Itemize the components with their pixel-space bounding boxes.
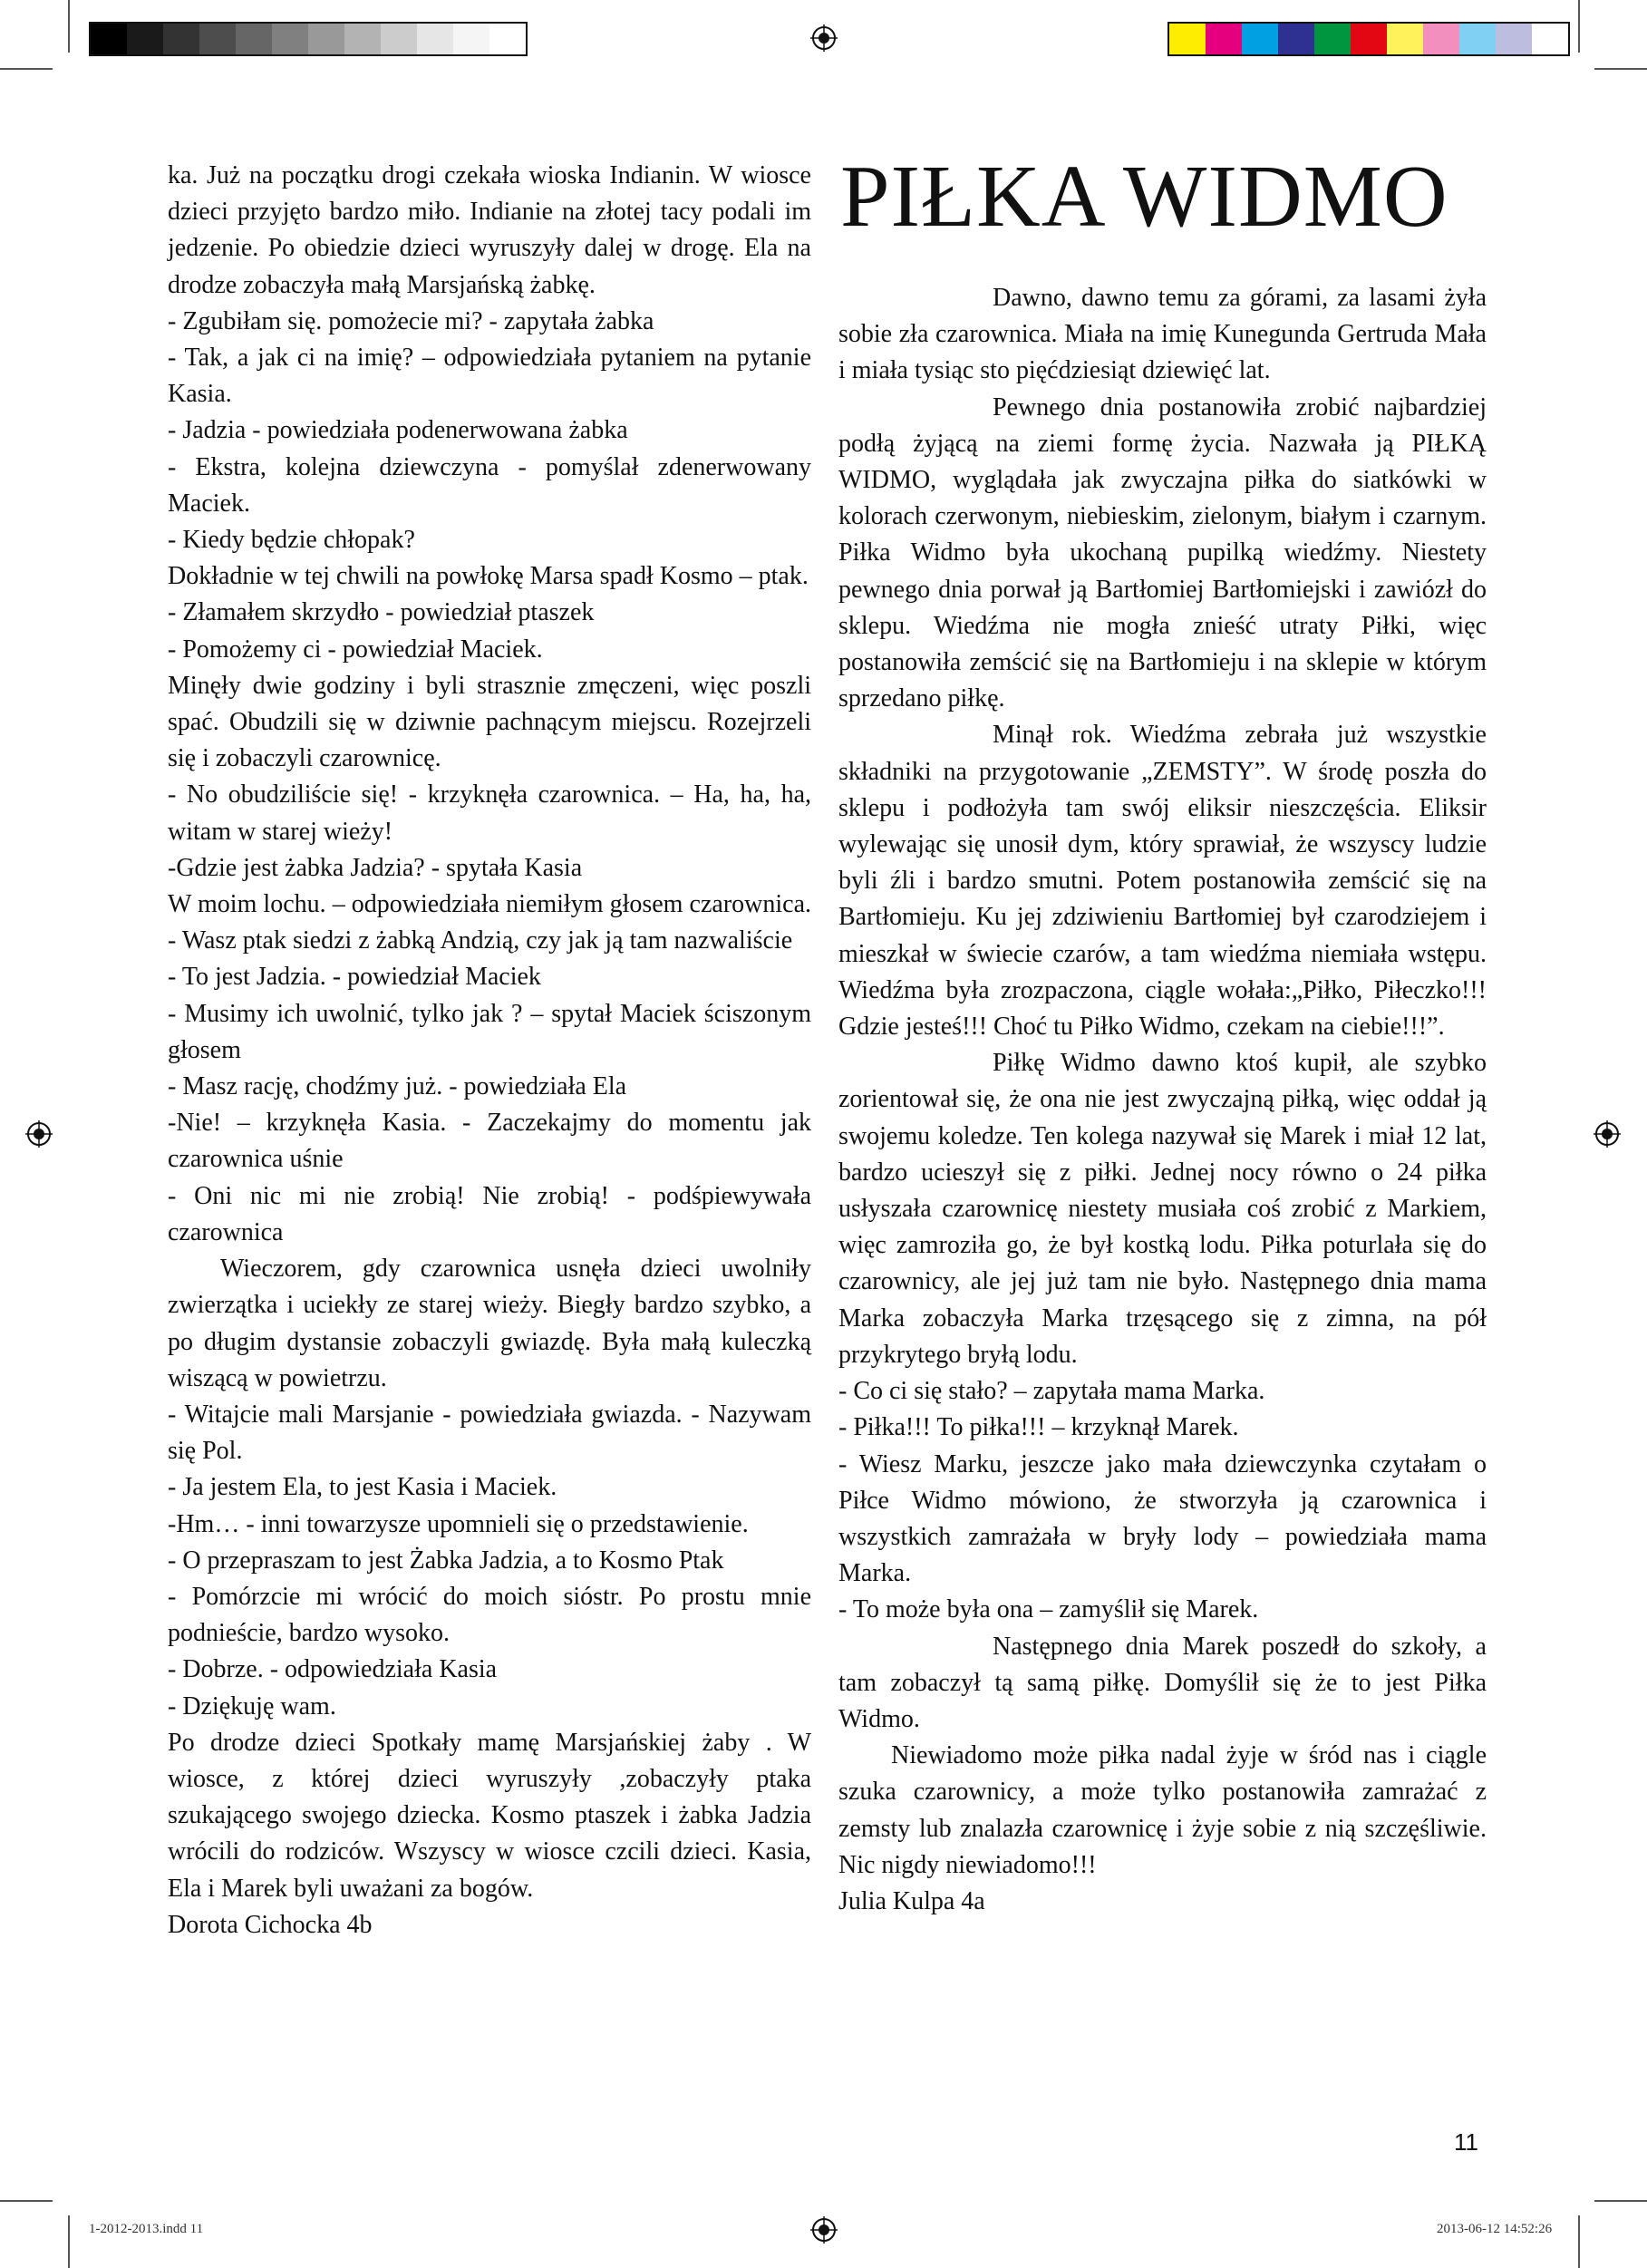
paragraph: -Gdzie jest żabka Jadzia? - spytała Kasia bbox=[168, 853, 583, 882]
color-swatch bbox=[489, 24, 526, 54]
color-swatch bbox=[344, 24, 381, 54]
registration-mark-icon bbox=[810, 2216, 838, 2244]
paragraph: -Hm… - inni towarzysze upomnieli się o przedstawienie. bbox=[168, 1509, 749, 1538]
crop-mark bbox=[1578, 2215, 1580, 2268]
color-swatch bbox=[272, 24, 308, 54]
color-swatch bbox=[1423, 24, 1459, 54]
color-swatch bbox=[1351, 24, 1387, 54]
paragraph: - Piłka!!! To piłka!!! – krzyknął Marek. bbox=[838, 1413, 1239, 1442]
paragraph: - To może była ona – zamyślił się Marek. bbox=[838, 1595, 1259, 1624]
slug-timestamp: 2013-06-12 14:52:26 bbox=[1437, 2222, 1553, 2236]
paragraph: - Musimy ich uwolnić, tylko jak ? – spytał Maciek ściszonym głosem bbox=[168, 999, 811, 1064]
paragraph: - Masz rację, chodźmy już. - powiedziała Ela bbox=[168, 1072, 627, 1101]
color-swatch bbox=[163, 24, 199, 54]
paragraph: W moim lochu. – odpowiedziała niemiłym głosem czarownica. - Wasz ptak siedzi z żabką Andzią, czy jak ją tam nazwaliście bbox=[168, 890, 811, 955]
paragraph: - Tak, a jak ci na imię? – odpowiedziała pytaniem na pytanie Kasia. bbox=[168, 344, 811, 409]
paragraph: - Zgubiłam się. pomożecie mi? - zapytała żabka bbox=[168, 306, 654, 335]
paragraph: - Wiesz Marku, jeszcze jako mała dziewczynka czytałam o Piłce Widmo mówiono, że stworzyła ją czarownica i wszystkich zamrażała w bryły lody – powiedziała mama Marka. bbox=[838, 1449, 1487, 1588]
color-swatch bbox=[1169, 24, 1206, 54]
color-swatch bbox=[453, 24, 489, 54]
registration-mark-icon bbox=[25, 1120, 53, 1148]
author-signature: Julia Kulpa 4a bbox=[838, 1886, 985, 1915]
right-story-column bbox=[838, 280, 1487, 1920]
paragraph: - Jadzia - powiedziała podenerwowana żabka bbox=[168, 416, 628, 445]
color-swatch bbox=[1278, 24, 1314, 54]
paragraph: - O przepraszam to jest Żabka Jadzia, a to Kosmo Ptak bbox=[168, 1546, 724, 1575]
crop-mark bbox=[1594, 2200, 1647, 2202]
paragraph: Wieczorem, gdy czarownica usnęła dzieci uwolniły zwierzątka i uciekły ze starej wieży. Biegły bardzo szybko, a po długim dystansie zobaczyli gwiazdę. Była małą kuleczką wiszącą w powietrzu. bbox=[168, 1255, 811, 1392]
crop-mark bbox=[1578, 0, 1580, 53]
registration-mark-icon bbox=[1594, 1120, 1621, 1148]
color-calibration-bar bbox=[1167, 22, 1570, 56]
color-swatch bbox=[308, 24, 344, 54]
paragraph: Piłkę Widmo dawno ktoś kupił, ale szybko zorientował się, że ona nie jest zwyczajną piłką, więc oddał ją swojemu koledze. Ten kolega nazywał się Marek i miał 12 lat, bardzo ucieszył się z piłki. Jednej nocy równo o 24 piłka usłyszała czarownicę niestety musiała coś zrobić z Markiem, więc zamroziła go, że był kostką lodu. Piłka poturlała się do czarownicy, ale jej już tam nie było. Następnego dnia mama Marka zobaczyła Marka trzęsącego się z zimna, na pół przykrytego bryłą lodu. bbox=[838, 1049, 1487, 1369]
paragraph: Niewiadomo może piłka nadal żyje w śród nas i ciągle szuka czarownicy, a może tylko postanowiła zamrażać z zemsty lub znalazła czarownicę i żyje sobie z nią szczęśliwie. Nic nigdy niewiadomo!!! bbox=[838, 1741, 1487, 1879]
paragraph: - Pomożemy ci - powiedział Maciek. bbox=[168, 635, 543, 664]
crop-mark bbox=[68, 0, 70, 53]
paragraph: Pewnego dnia postanowiła zrobić najbardziej podłą żyjącą na ziemi formę życia. Nazwała ją PIŁKĄ WIDMO, wyglądała jak zwyczajna piłka do siatkówki w kolorach czerwonym, niebieskim, zielonym, białym i czarnym. Piłka Widmo była ukochaną pupilką wiedźmy. Niestety pewnego dnia porwał ją Bartłomiej Bartłomiejski i zawiózł do sklepu. Wiedźma nie mogła znieść utraty Piłki, więc postanowiła zemścić się na Bartłomieju i na sklepie w którym sprzedano piłkę. bbox=[838, 393, 1487, 713]
paragraph: Następnego dnia Marek poszedł do szkoły, a tam zobaczył tą samą piłkę. Domyślił się że to jest Piłka Widmo. bbox=[838, 1632, 1487, 1733]
left-story-column bbox=[168, 158, 811, 1943]
paragraph: Po drodze dzieci Spotkały mamę Marsjańskiej żaby . W wiosce, z której dzieci wyruszyły ,zobaczyły ptaka szukającego swojego dziecka. Kosmo ptaszek i żabka Jadzia wrócili do rodziców. Wszyscy w wiosce czcili dzieci. Kasia, Ela i Marek byli uważani za bogów. bbox=[168, 1728, 811, 1903]
crop-mark bbox=[0, 68, 53, 70]
color-swatch bbox=[1496, 24, 1532, 54]
paragraph: - To jest Jadzia. - powiedział Maciek bbox=[168, 963, 541, 992]
paragraph: Dokładnie w tej chwili na powłokę Marsa spadł Kosmo – ptak. bbox=[168, 562, 809, 591]
author-signature: Dorota Cichocka 4b bbox=[168, 1910, 373, 1939]
paragraph: Minął rok. Wiedźma zebrała już wszystkie składniki na przygotowanie „ZEMSTY”. W środę poszła do sklepu i podłożyła tam swój eliksir nieszczęścia. Eliksir wylewając się unosił dym, który sprawiał, że wszyscy ludzie byli źli i bardzo smutni. Potem postanowiła zemścić się na Bartłomieju. Ku jej zdziwieniu Bartłomiej był czarodziejem i mieszkał w świecie czarów, a tam wiedźma niemiała wstępu. Wiedźma była zrozpaczona, ciągle wołała:„Piłko, Piłeczko!!! Gdzie jesteś!!! Choć tu Piłko Widmo, czekam na ciebie!!!”. bbox=[838, 721, 1487, 1042]
color-swatch bbox=[199, 24, 236, 54]
slug-filename: 1-2012-2013.indd 11 bbox=[89, 2222, 204, 2236]
paragraph: ka. Już na początku drogi czekała wioska Indianin. W wiosce dzieci przyjęto bardzo miło. Indianie na złotej tacy podali im jedzenie. Po obiedzie dzieci wyruszyły dalej w drogę. Ela na drodze zobaczyła małą Marsjańską żabkę. bbox=[168, 161, 811, 299]
paragraph: - Ekstra, kolejna dziewczyna - pomyślał zdenerwowany Maciek. bbox=[168, 452, 811, 518]
color-swatch bbox=[1459, 24, 1496, 54]
color-swatch bbox=[1206, 24, 1242, 54]
color-swatch bbox=[127, 24, 163, 54]
paragraph: - Witajcie mali Marsjanie - powiedziała gwiazda. - Nazywam się Pol. bbox=[168, 1400, 811, 1466]
paragraph: - Ja jestem Ela, to jest Kasia i Maciek. bbox=[168, 1473, 557, 1502]
color-swatch bbox=[381, 24, 417, 54]
color-swatch bbox=[417, 24, 453, 54]
paragraph: - Oni nic mi nie zrobią! Nie zrobią! - podśpiewywała czarownica bbox=[168, 1181, 811, 1246]
paragraph: - No obudziliście się! - krzyknęła czarownica. – Ha, ha, ha, witam w starej wieży! bbox=[168, 780, 811, 846]
color-swatch bbox=[236, 24, 272, 54]
color-swatch bbox=[1532, 24, 1568, 54]
story-title: PIŁKA WIDMO bbox=[840, 148, 1448, 246]
color-swatch bbox=[91, 24, 127, 54]
paragraph: Minęły dwie godziny i byli strasznie zmęczeni, więc poszli spać. Obudzili się w dziwnie pachnącym miejscu. Rozejrzeli się i zobaczyli czarownicę. bbox=[168, 671, 811, 773]
crop-mark bbox=[68, 2215, 70, 2268]
page-number: 11 bbox=[1454, 2128, 1478, 2156]
paragraph: Dawno, dawno temu za górami, za lasami żyła sobie zła czarownica. Miała na imię Kunegunda Gertruda Mała i miała tysiąc sto pięćdziesiąt dziewięć lat. bbox=[838, 284, 1487, 385]
paragraph: - Kiedy będzie chłopak? bbox=[168, 526, 415, 555]
paragraph: - Pomórzcie mi wrócić do moich sióstr. Po prostu mnie podnieście, bardzo wysoko. bbox=[168, 1582, 811, 1648]
paragraph: - Co ci się stało? – zapytała mama Marka. bbox=[838, 1377, 1265, 1406]
paragraph: - Dobrze. - odpowiedziała Kasia bbox=[168, 1655, 498, 1684]
color-swatch bbox=[1314, 24, 1351, 54]
paragraph: -Nie! – krzyknęła Kasia. - Zaczekajmy do momentu jak czarownica uśnie bbox=[168, 1109, 811, 1174]
grayscale-bar bbox=[89, 22, 528, 56]
registration-mark-icon bbox=[810, 24, 838, 52]
color-swatch bbox=[1242, 24, 1278, 54]
color-swatch bbox=[1387, 24, 1423, 54]
crop-mark bbox=[1594, 68, 1647, 70]
paragraph: - Dziękuję wam. bbox=[168, 1691, 336, 1720]
crop-mark bbox=[0, 2200, 53, 2202]
paragraph: - Złamałem skrzydło - powiedział ptaszek bbox=[168, 598, 595, 627]
